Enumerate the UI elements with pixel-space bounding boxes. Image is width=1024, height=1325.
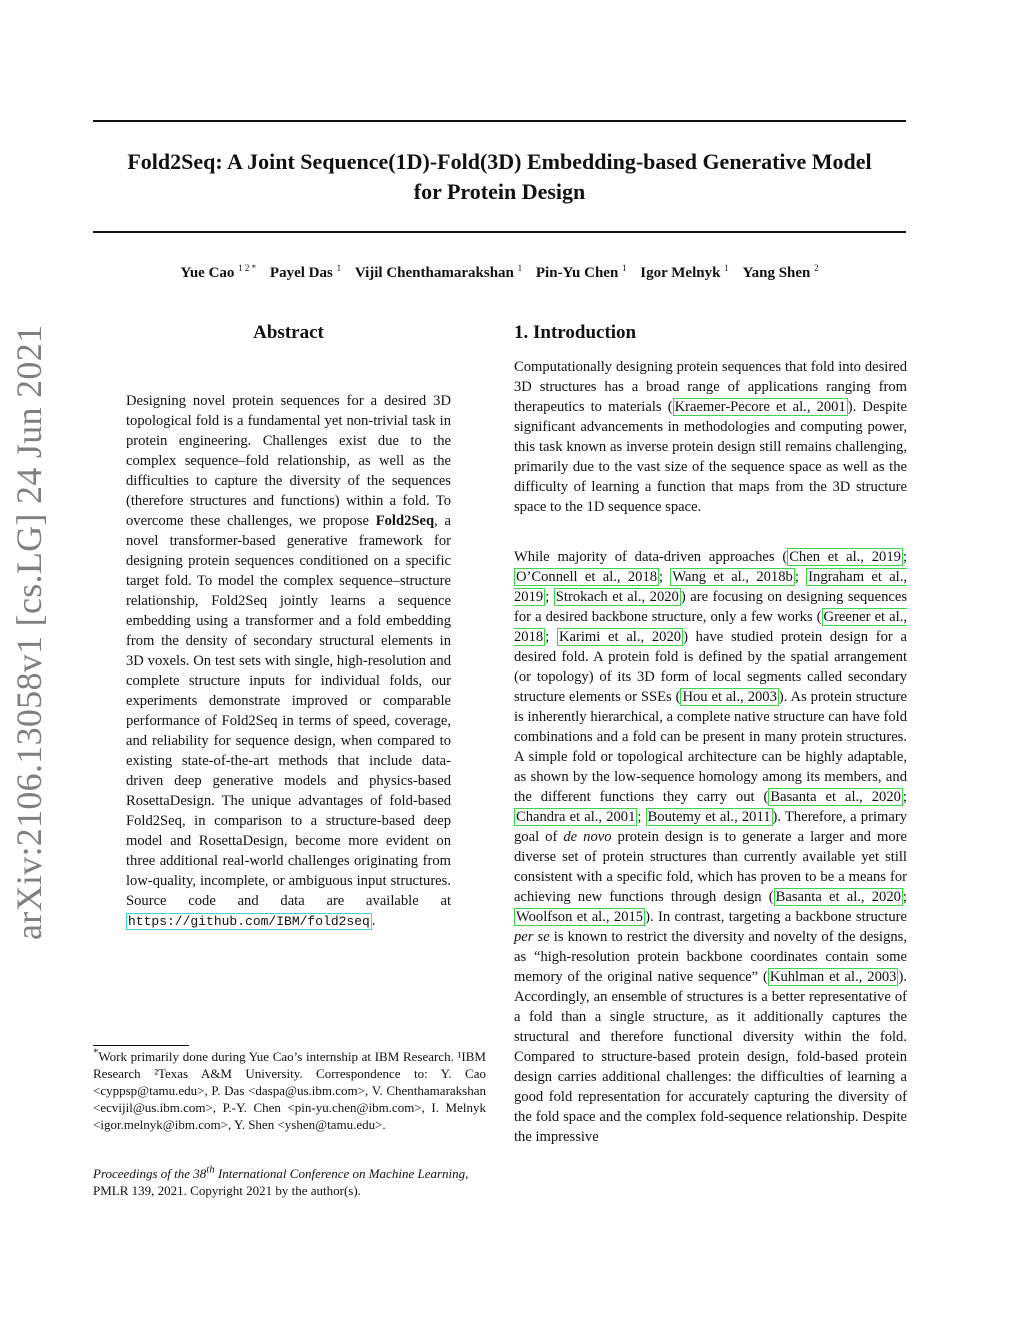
arxiv-watermark: arXiv:2106.13058v1 [cs.LG] 24 Jun 2021 — [9, 324, 49, 940]
intro-paragraph: While majority of data-driven approaches ( Chen et al., 2019 ; O’Connell et al., 2018 ; Wang et al., 2018b ; Ingraham et al., 2019 ; Strokach et al., 2020 ) are focusing on designing sequences for a desired backbone structure, only a few works ( Greener et al., 2018 ; Karimi et al., 2020 ) have studied protein design for a desired fold. A protein fold is defined by the spatial arrangement (or topology) of its 3D form of local segments called secondary structure elements or SSEs ( Hou et al., 2003 ). As protein structure is inherently hierarchical, a complete native structure can have fold combinations and a fold can be present in many protein structures. A simple fold or topological architecture can be highly adaptable, as shown by the low-sequence homology among its members, and the different functions they carry out ( Basanta et al., 2020 ; Chandra et al., 2001 ; Boutemy et al., 2011 ). Therefore, a primary goal of de novo protein design is to generate a larger and more diverse set of protein structures than currently available yet still consistent with a specific fold, which has proven to be a means for achieving new functions through design ( Basanta et al., 2020 ; Woolfson et al., 2015 ). In contrast, targeting a backbone structure per se is known to restrict the diversity and novelty of the designs, as “high-resolution protein backbone coordinates contain some memory of the original native sequence” ( Kuhlman et al., 2003 ). Accordingly, an ensemble of structures is a better representative of a fold than a single structure, as it additionally captures the structural and therefore functional diversity within the fold. Compared to structure-based protein design, fold-based protein design carries additional challenges: the difficulties of learning a good fold representation for accurately capturing the diversity of the fold space and the complex fold-sequence relationship. Despite the impressive — [514, 549, 908, 1145]
author: Yang Shen $^2$ — [742, 263, 819, 281]
footnote: *Work primarily done during Yue Cao’s internship at IBM Research. ¹IBM Research ²Texas A&M University. Correspondence to: Y. Cao <cyppsp@tamu.edu>, P. Das <daspa@us.ibm.com>, V. Chenthamarakshan <ecvijil@us.ibm.com>, P.-Y. Chen <pin-yu.chen@ibm.com>, I. Melnyk <igor.melnyk@ibm.com>, Y. Shen <yshen@tamu.edu>. — [93, 1046, 486, 1132]
citation-link[interactable]: Wang et al., 2018b — [672, 569, 793, 585]
citation-link[interactable]: Boutemy et al., 2011 — [647, 809, 771, 825]
title-line-2: for Protein Design — [413, 179, 586, 204]
citation-link[interactable]: Hou et al., 2003 — [682, 689, 777, 705]
citation-link[interactable]: Chen et al., 2019 — [789, 549, 901, 565]
author: Yue Cao $^{1 2 *}$ — [180, 263, 257, 281]
title-rule-top — [93, 120, 906, 122]
proceedings-note: Proceedings of the 38th International Conference on Machine Learning, PMLR 139, 2021. Copyright 2021 by the author(s). — [93, 1163, 469, 1198]
citation-link[interactable]: Chandra et al., 2001 — [516, 809, 636, 825]
abstract-body: Designing novel protein sequences for a desired 3D topological fold is a fundamental yet non-trivial task in protein engineering. Challenges exist due to the complex sequence–fold relationship, as well as the difficulties to capture the diversity of the sequences (therefore structures and functions) within a fold. To overcome these challenges, we propose Fold2Seq, a novel transformer-based generative framework for designing protein sequences conditioned on a specific target fold. To model the complex sequence–structure relationship, Fold2Seq jointly learns a sequence embedding using a transformer and a fold embedding from the density of secondary structural elements in 3D voxels. On test sets with single, high-resolution and complete structure inputs for individual folds, our experiments demonstrate improved or comparable performance of Fold2Seq in terms of speed, coverage, and reliability for sequence design, when compared to existing state-of-the-art methods that include data-driven deep generative models and physics-based RosettaDesign. The unique advantages of fold-based Fold2Seq, in comparison to a structure-based deep model and RosettaDesign, become more evident on three additional real-world challenges originating from low-quality, incomplete, or ambiguous input structures. Source code and data are available at https://github.com/IBM/fold2seq . — [126, 393, 451, 929]
citation-link[interactable]: Basanta et al., 2020 — [775, 889, 901, 905]
footnote-rule — [93, 1045, 189, 1046]
author-list — [93, 265, 906, 282]
paper-title — [93, 147, 906, 207]
author: Payel Das $^1$ — [269, 263, 342, 281]
github-link[interactable]: https://github.com/IBM/fold2seq — [128, 914, 370, 929]
citation-link[interactable]: Woolfson et al., 2015 — [516, 909, 644, 925]
citation-link[interactable]: Kuhlman et al., 2003 — [769, 969, 897, 985]
citation-link[interactable]: Kraemer-Pecore et al., 2001 — [674, 399, 846, 415]
title-line-1: Fold2Seq: A Joint Sequence(1D)-Fold(3D) Embedding-based Generative Model — [127, 149, 872, 174]
citation-link[interactable]: Karimi et al., 2020 — [558, 629, 682, 645]
title-rule-bottom — [93, 231, 906, 233]
introduction-heading: 1. Introduction — [514, 322, 637, 343]
author: Pin-Yu Chen $^1$ — [535, 263, 627, 281]
citation-link[interactable]: Strokach et al., 2020 — [555, 589, 679, 605]
intro-paragraph: Computationally designing protein sequences that fold into desired 3D structures has a broad range of applications ranging from therapeutics to materials ( Kraemer-Pecore et al., 2001 ). Despite significant advancements in methodologies and computing power, this task known as inverse protein design still remains challenging, primarily due to the vast size of the sequence space as well as the difficulty of learning a function that maps from the 3D structure space to the 1D sequence space. — [514, 359, 907, 515]
citation-link[interactable]: Basanta et al., 2020 — [770, 789, 901, 805]
citation-link[interactable]: Greener et al., 2018 — [514, 609, 907, 645]
citation-link[interactable]: O’Connell et al., 2018 — [516, 569, 658, 585]
citation-link[interactable]: Ingraham et al., 2019 — [514, 569, 908, 605]
author: Igor Melnyk $^1$ — [640, 263, 729, 281]
author: Vijil Chenthamarakshan $^1$ — [354, 263, 523, 281]
abstract-heading: Abstract — [253, 322, 324, 343]
